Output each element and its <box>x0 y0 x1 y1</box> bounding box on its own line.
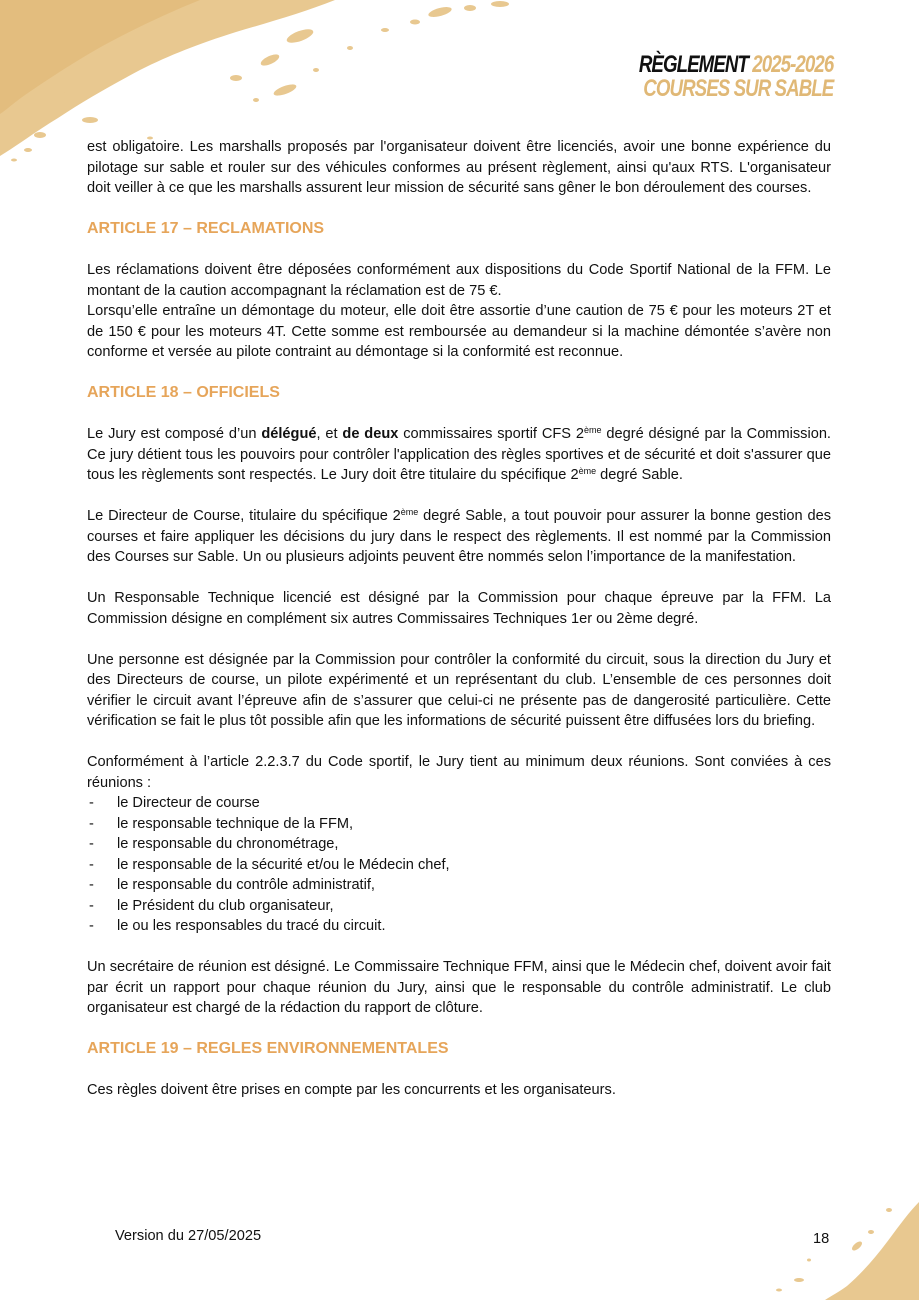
page-number: 18 <box>813 1231 830 1247</box>
brand-reglement: RÈGLEMENT <box>638 51 748 78</box>
superscript: ème <box>578 466 597 476</box>
text-run: Le Directeur de Course, titulaire du spécifique 2 <box>87 508 401 524</box>
brand-title-line2: COURSES SUR SABLE <box>642 75 833 102</box>
list-item: - le Directeur de course <box>87 793 831 814</box>
list-item: - le responsable du chronométrage, <box>87 834 831 855</box>
brand-header <box>584 53 833 101</box>
bold-delegue: délégué <box>261 426 317 442</box>
list-item: - le ou les responsables du tracé du circuit. <box>87 916 831 937</box>
text-run: commissaires sportif CFS 2 <box>398 426 584 442</box>
text-run: degré Sable, a tout pouvoir pour assurer la bonne gestion des courses et faire appliquer les décisions du jury dans le respect des règlements. Il est nommé par la Commission des Courses sur Sable. Un ou plusieurs adjoints peuvent être nommés selon l’importance de la manifestation. <box>87 508 831 565</box>
text-run: Le Jury est composé d’un <box>87 426 262 442</box>
text-run: degré désigné par la Commission. Ce jury détient tous les pouvoirs pour contrôler l'application des règles sportives et de sécurité et doit s'assurer que tous les règlements sont respectés. Le Jury doit être titulaire du spécifique 2 <box>87 426 831 483</box>
article18-paragraph-1 <box>87 424 831 486</box>
article18-paragraph-2 <box>87 506 831 568</box>
article18-heading: ARTICLE 18 – OFFICIELS <box>87 384 280 401</box>
text-run: , et <box>316 426 343 442</box>
article18-paragraph-4: Une personne est désignée par la Commission pour contrôler la conformité du circuit, sous la direction du Jury et des Directeurs de course, un pilote expérimenté et un représentant du club. L’ensemble de ces personnes doit vérifier le circuit avant l’épreuve afin de s’assurer que celui-ci ne présente pas de dangerosité particulière. Cette vérification se fait le plus tôt possible afin que les informations de sécurité puissent être diffusées lors du briefing. <box>87 651 831 729</box>
article17-heading: ARTICLE 17 – RECLAMATIONS <box>87 220 325 237</box>
text-run: degré Sable. <box>596 467 683 483</box>
attendees-list <box>87 793 831 937</box>
list-item: - le Président du club organisateur, <box>87 896 831 917</box>
list-item: - le responsable de la sécurité et/ou le Médecin chef, <box>87 855 831 876</box>
article19-paragraph-1: Ces règles doivent être prises en compte par les concurrents et les organisateurs. <box>87 1082 616 1098</box>
list-item: - le responsable du contrôle administratif, <box>87 875 831 896</box>
article17-paragraph-1: Les réclamations doivent être déposées conformément aux dispositions du Code Sportif National de la FFM. Le montant de la caution accompagnant la réclamation est de 75 €. <box>87 262 831 299</box>
document-body <box>87 137 831 1121</box>
sand-splash-bottom-right-icon <box>739 1190 919 1300</box>
article18-paragraph-3: Un Responsable Technique licencié est désigné par la Commission pour chaque épreuve par la FFM. La Commission désigne en complément six autres Commissaires Techniques 1er ou 2ème degré. <box>87 590 831 627</box>
article18-paragraph-5: Conformément à l’article 2.2.3.7 du Code sportif, le Jury tient au minimum deux réunions. Sont conviées à ces réunions : <box>87 754 831 791</box>
article19-heading: ARTICLE 19 – REGLES ENVIRONNEMENTALES <box>87 1040 449 1057</box>
bold-de-deux: de deux <box>342 426 399 442</box>
article17-paragraph-2: Lorsqu’elle entraîne un démontage du moteur, elle doit être assortie d’une caution de 75 € pour les moteurs 2T et de 150 € pour les moteurs 4T. Cette somme est remboursée au demandeur si la machine démontée s’avère non conforme et versée au pilote contraint au démontage si la conformité est reconnue. <box>87 303 831 360</box>
article18-paragraph-6: Un secrétaire de réunion est désigné. Le Commissaire Technique FFM, ainsi que le Médecin chef, doivent avoir fait par écrit un rapport pour chaque réunion du Jury, ainsi que le responsable du contrôle administratif. Le club organisateur est chargé de la rédaction du rapport de clôture. <box>87 959 831 1016</box>
brand-season: 2025-2026 <box>751 51 833 78</box>
superscript: ème <box>400 507 419 517</box>
list-item: - le responsable technique de la FFM, <box>87 814 831 835</box>
footer-version: Version du 27/05/2025 <box>115 1228 262 1244</box>
intro-paragraph: est obligatoire. Les marshalls proposés par l'organisateur doivent être licenciés, avoir une bonne expérience du pilotage sur sable et rouler sur des véhicules conformes au présent règlement, ainsi qu'aux RTS. L'organisateur doit veiller à ce que les marshalls assurent leur mission de sécurité sans gêner le bon déroulement des courses. <box>87 139 831 196</box>
brand-title-line1 <box>639 53 833 77</box>
superscript: ème <box>584 425 602 435</box>
